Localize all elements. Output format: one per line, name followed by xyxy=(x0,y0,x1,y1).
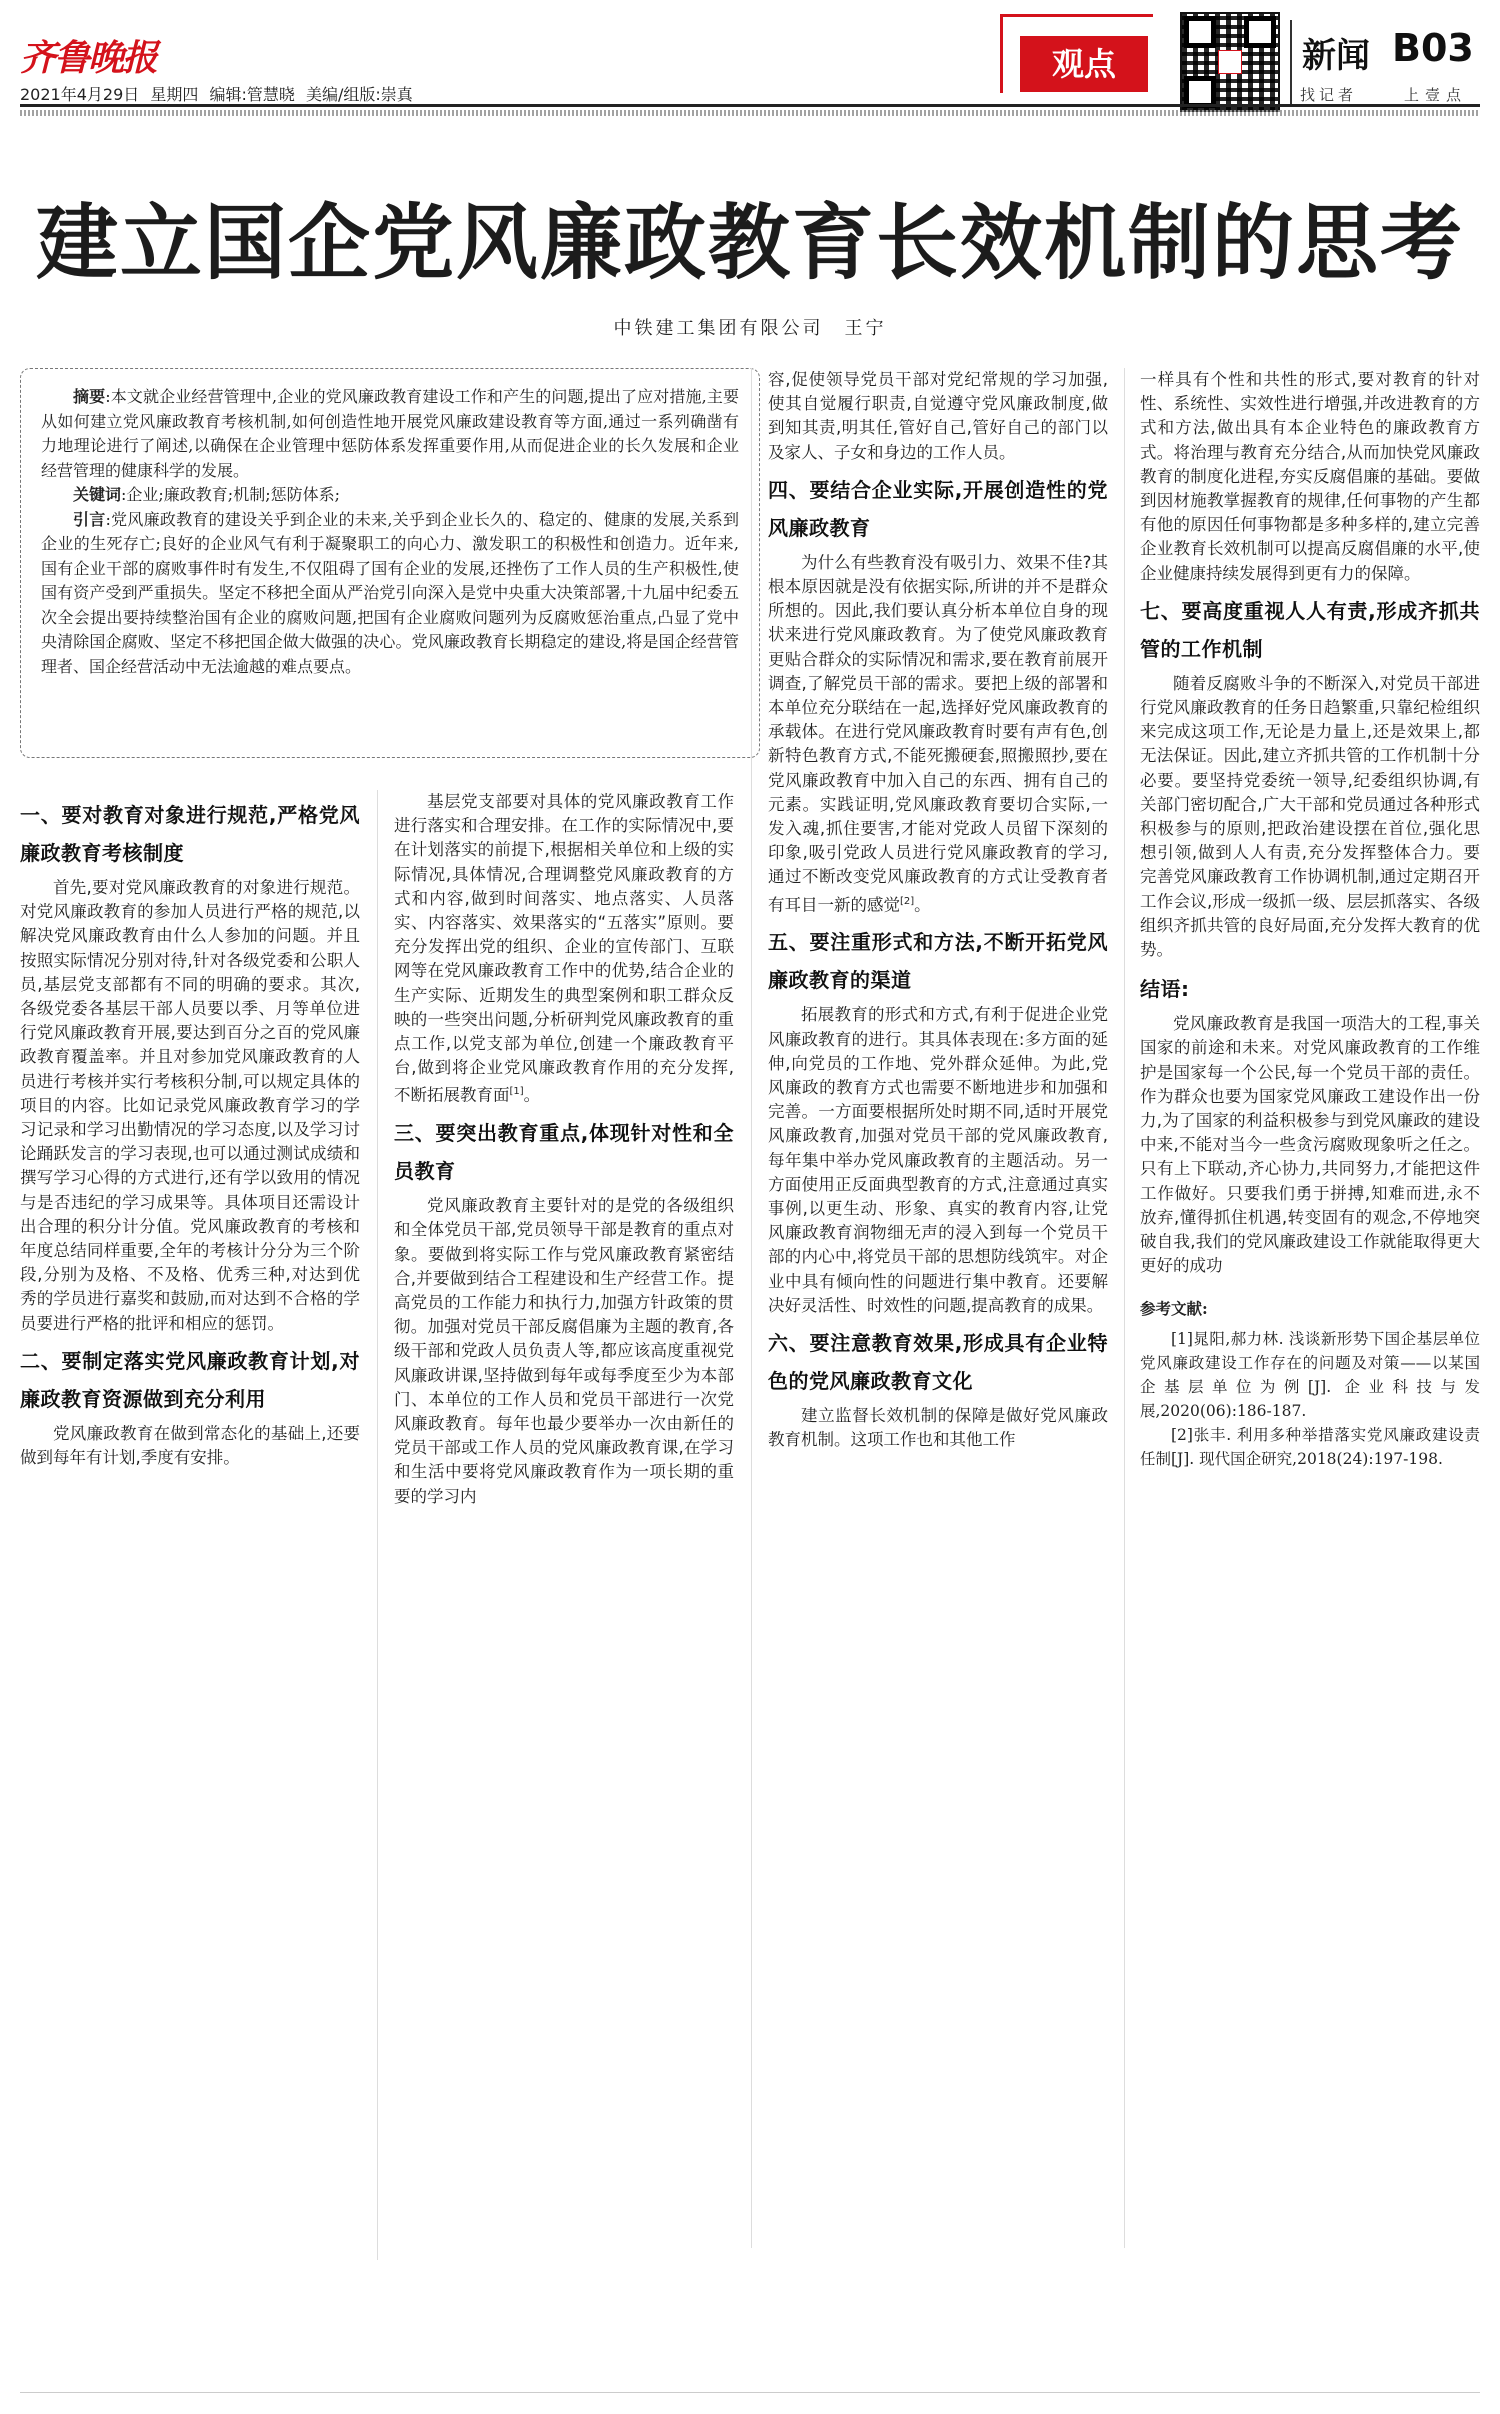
article-byline: 中铁建工集团有限公司 王宁 xyxy=(613,318,887,339)
section-heading-4: 四、要结合企业实际,开展创造性的党风廉政教育 xyxy=(768,477,1108,540)
intro-text: :党风廉政教育的建设关乎到企业的未来,关乎到企业长久的、稳定的、健康的发展,关系到企业的生死存亡;良好的企业风气有利于凝聚职工的向心力、激发职工的积极性和创造力。近年来,国有企业干部的腐败事件时有发生,不仅阻碍了国有企业的发展,还挫伤了工作人员的生产积极性,使国有资产受到严重损失。坚定不移把全面从严治党引向深入是党中央重大决策部署,十九届中纪委五次全会提出要持续整治国有企业的腐败问题,把国有企业腐败问题列为反腐败惩治重点,凸显了党中央清除国企腐败、坚定不移把国企做大做强的决心。党风廉政教育长期稳定的建设,将是国企经营管理者、国企经营活动中无法逾越的难点要点。 xyxy=(41,509,739,676)
section-heading-7: 七、要高度重视人人有责,形成齐抓共管的工作机制 xyxy=(1140,598,1480,661)
intro-label: 引言 xyxy=(73,509,106,529)
references xyxy=(1140,1297,1480,1471)
body-paragraph: 首先,要对党风廉政教育的对象进行规范。对党风廉政教育的参加人员进行严格的规范,以解决党风廉政教育由什么人参加的问题。并且按照实际情况分别对待,针对各级党委和公职人员,基层党支部都有不同的明确的要求。其次,各级党委各基层干部人员要以季、月等单位进行党风廉政教育开展,要达到百分之百的党风廉政教育覆盖率。并且对参加党风廉政教育的人员进行考核并实行考核积分制,可以规定具体的项目的内容。比如记录党风廉政教育学习的学习记录和学习出勤情况的学习态度,以及学习讨论踊跃发言的学习表现,也可以通过测试成绩和撰写学习心得的方式进行,还有学以致用的情况与是否违纪的学习成果等。具体项目还需设计出合理的积分计分值。党风廉政教育的考核和年度总结同样重要,全年的考核计分分为三个阶段,分别为及格、不及格、优秀三种,对达到优秀的学员进行嘉奖和鼓励,而对达到不合格的学员要进行严格的批评和相应的惩罚。 xyxy=(20,878,360,1333)
references-heading: 参考文献: xyxy=(1140,1298,1208,1318)
body-paragraph: 容,促使领导党员干部对党纪常规的学习加强,使其自觉履行职责,自觉遵守党风廉政制度,做到知其责,明其任,管好自己,管好自己的部门以及家人、子女和身边的工作人员。 xyxy=(768,370,1108,462)
reference-item: [1]晁阳,郝力林. 浅谈新形势下国企基层单位党风廉政建设工作存在的问题及对策——以某国企基层单位为例[J]. 企业科技与发展,2020(06):186-187. xyxy=(1140,1329,1480,1420)
issue-date: 2021年4月29日 xyxy=(20,85,140,104)
reference-item: [2]张丰. 利用多种举措落实党风廉政建设责任制[J]. 现代国企研究,2018(24):197-198. xyxy=(1140,1425,1480,1468)
article-headline: 建立国企党风廉政教育长效机制的思考 xyxy=(35,196,1464,291)
body-text: 为什么有些教育没有吸引力、效果不佳?其根本原因就是没有依据实际,所讲的并不是群众所想的。因此,我们要认真分析本单位自身的现状来进行党风廉政教育。为了使党风廉政教育更贴合群众的实际情况和需求,要在教育前展开调查,了解党员干部的需求。要把上级的部署和本单位充分联结在一起,选择好党风廉政教育的承载体。在进行党风廉政教育时要有声有色,创新特色教育方式,不能死搬硬套,照搬照抄,要在党风廉政教育中加入自己的东西、拥有自己的元素。实践证明,党风廉政教育要切合实际,一发入魂,抓住要害,才能对党政人员留下深刻的印象,吸引党政人员进行党风廉政教育的学习,通过不断改变党风廉政教育的方式让受教育者有耳目一新的感觉 xyxy=(768,552,1108,915)
keywords-paragraph xyxy=(41,483,739,508)
body-text-end: 。 xyxy=(523,1085,541,1105)
abstract-paragraph xyxy=(41,385,739,483)
abstract-label: 摘要 xyxy=(73,387,106,406)
newspaper-masthead: 齐鲁晚报 xyxy=(20,37,157,79)
body-text: 基层党支部要对具体的党风廉政教育工作进行落实和合理安排。在工作的实际情况中,要在计划落实的前提下,根据相关单位和上级的实际情况,具体情况,合理调整党风廉政教育的方式和内容,做到时间落实、地点落实、人员落实、内容落实、效果落实的“五落实”原则。要充分发挥出党的组织、企业的宣传部门、互联网等在党风廉政教育工作中的优势,结合企业的生产实际、近期发生的典型案例和职工群众反映的一些突出问题,分析研判党风廉政教育的重点工作,以党支部为单位,创建一个廉政教育平台,做到将企业党风廉政教育作用的充分发挥,不断拓展教育面 xyxy=(394,792,734,1105)
body-paragraph xyxy=(768,551,1108,918)
citation-marker: [1] xyxy=(509,1086,524,1098)
article-column-2 xyxy=(394,790,734,1509)
editor-credit: 编辑:管慧晓 xyxy=(209,85,295,104)
opinion-tag xyxy=(1000,14,1150,90)
header-rule xyxy=(20,104,1480,107)
column-divider xyxy=(1124,368,1125,2248)
abstract-box xyxy=(20,368,760,758)
qr-code-icon[interactable] xyxy=(1180,12,1280,112)
section-name: 新闻 xyxy=(1302,36,1370,76)
section-heading-1: 一、要对教育对象进行规范,严格党风廉政教育考核制度 xyxy=(20,803,360,865)
header-rule-pattern xyxy=(20,110,1480,116)
conclusion-paragraph: 党风廉政教育是我国一项浩大的工程,事关国家的前途和未来。对党风廉政教育的工作维护是国家每一个公民,每一个党员干部的责任。作为群众也要为国家党风廉政工建设作出一份力,为了国家的利益积极参与到党风廉政的建设中来,不能对当今一些贪污腐败现象听之任之。只有上下联动,齐心协力,共同努力,才能把这件工作做好。只要我们勇于拼搏,知难而进,永不放弃,懂得抓住机遇,转变固有的观念,不停地突破自我,我们的党风廉政建设工作就能取得更大更好的成功 xyxy=(1140,1014,1480,1276)
section-heading-3: 三、要突出教育重点,体现针对性和全员教育 xyxy=(394,1121,734,1184)
section-heading-2: 二、要制定落实党风廉政教育计划,对廉政教育资源做到充分利用 xyxy=(20,1348,360,1411)
body-text-end: 。 xyxy=(914,895,931,915)
body-paragraph: 随着反腐败斗争的不断深入,对党员干部进行党风廉政教育的任务日趋繁重,只靠纪检组织来完成这项工作,无论是力量上,还是效果上,都无法保证。因此,建立齐抓共管的工作机制十分必要。要坚持党委统一领导,纪委组织协调,有关部门密切配合,广大干部和党员通过各种形式积极参与的原则,把政治建设摆在首位,强化思想引领,做到人人有责,充分发挥整体合力。要完善党风廉政教育工作协调机制,通过定期召开工作会议,形成一级抓一级、层层抓落实、各级组织齐抓共管的良好局面,充分发挥大教育的优势。 xyxy=(1140,673,1480,960)
article-column-3 xyxy=(768,368,1108,1452)
section-heading-5: 五、要注重形式和方法,不断开拓党风廉政教育的渠道 xyxy=(768,930,1108,993)
page-number: B03 xyxy=(1392,26,1474,70)
conclusion-heading: 结语: xyxy=(1140,977,1190,1002)
column-divider xyxy=(377,790,378,2260)
opinion-tag-label: 观点 xyxy=(1020,36,1148,92)
abstract-text: :本文就企业经营管理中,企业的党风廉政教育建设工作和产生的问题,提出了应对措施,主要从如何建立党风廉政教育考核机制,如何创造性地开展党风廉政建设教育等方面,通过一系列确凿有力地理论进行了阐述,以确保在企业管理中惩防体系发挥重要作用,从而促进企业的长久发展和企业经营管理的健康科学的发展。 xyxy=(41,387,739,480)
citation-marker: [2] xyxy=(900,895,915,907)
column-divider xyxy=(751,368,752,2248)
art-editor-credit: 美编/组版:崇真 xyxy=(305,85,413,104)
body-paragraph: 拓展教育的形式和方式,有利于促进企业党风廉政教育的进行。其具体表现在:多方面的延伸,向党员的工作地、党外群众延伸。为此,党风廉政的教育方式也需要不断地进步和加强和完善。一方面要根据所处时期不同,适时开展党风廉政教育,加强对党员干部的党风廉政教育,每年集中举办党风廉政教育的主题活动。另一方面使用正反面典型教育的方式,注意通过真实事例,以更生动、形象、真实的教育内容,让党风廉政教育润物细无声的浸入到每一个党员干部的内心中,将党员干部的思想防线筑牢。对企业中具有倾向性的问题进行集中教育。还要解决好灵活性、时效性的问题,提高教育的成果。 xyxy=(768,1005,1108,1315)
article-column-1 xyxy=(20,790,360,1470)
header-divider xyxy=(1290,20,1292,104)
reporter-action: 上壹点 xyxy=(1404,86,1468,104)
body-paragraph: 党风廉政教育主要针对的是党的各级组织和全体党员干部,党员领导干部是教育的重点对象。要做到将实际工作与党风廉政教育紧密结合,并要做到结合工程建设和生产经营工作。提高党员的工作能力和执行力,加强方针政策的贯彻。加强对党员干部反腐倡廉为主题的教育,各级干部和党政人员负责人等,都应该高度重视党风廉政讲课,坚持做到每年或每季度至少为本部门、本单位的工作人员和党员干部进行一次党风廉政教育。每年也最少要举办一次由新任的党员干部或工作人员的党风廉政教育课,在学习和生活中要将党风廉政教育作为一项长期的重要的学习内 xyxy=(394,1196,734,1506)
dateline xyxy=(20,82,413,105)
body-paragraph: 党风廉政教育在做到常态化的基础上,还要做到每年有计划,季度有安排。 xyxy=(20,1423,360,1468)
keywords-text: :企业;廉政教育;机制;惩防体系; xyxy=(121,485,340,504)
qr-logo-icon xyxy=(1218,50,1242,74)
body-paragraph: 一样具有个性和共性的形式,要对教育的针对性、系统性、实效性进行增强,并改进教育的方式和方法,做出具有本企业特色的廉政教育方式。将治理与教育充分结合,从而加快党风廉政教育的制度化进程,夯实反腐倡廉的基础。要做到因材施教掌握教育的规律,任何事物的产生都有他的原因任何事物都是多种多样的,建立完善企业教育长效机制可以提高反腐倡廉的水平,使企业健康持续发展得到更有力的保障。 xyxy=(1140,370,1480,583)
page-bottom-rule xyxy=(20,2392,1480,2393)
body-paragraph: 建立监督长效机制的保障是做好党风廉政教育机制。这项工作也和其他工作 xyxy=(768,1406,1108,1450)
issue-weekday: 星期四 xyxy=(150,85,199,104)
article-column-4 xyxy=(1140,368,1480,1471)
keywords-label: 关键词 xyxy=(73,485,122,504)
intro-paragraph xyxy=(41,508,739,680)
body-paragraph xyxy=(394,790,734,1108)
reporter-label: 找记者 xyxy=(1300,86,1358,104)
section-heading-6: 六、要注意教育效果,形成具有企业特色的党风廉政教育文化 xyxy=(768,1331,1108,1393)
